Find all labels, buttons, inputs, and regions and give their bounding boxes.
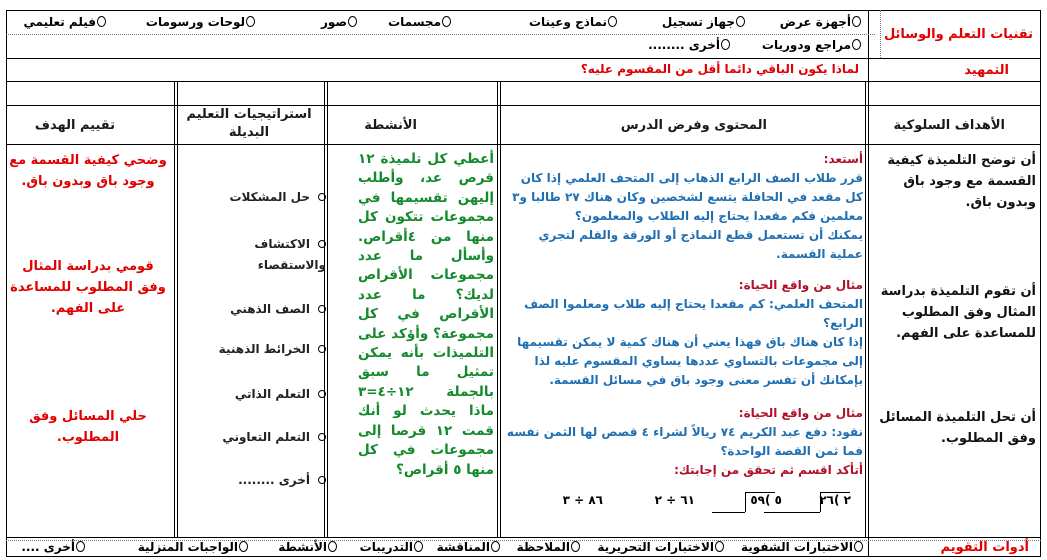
radio-icon bbox=[97, 16, 106, 27]
exercise-4: ٨٦ ÷ ٣ bbox=[562, 493, 603, 507]
exercise-2: ٥ )٥٩ bbox=[750, 493, 782, 507]
exercise-3: ٦١ ÷ ٢ bbox=[654, 493, 695, 507]
exercise-1: ٢ )٢٦ bbox=[819, 493, 851, 507]
frame-top bbox=[6, 10, 1041, 11]
option-models[interactable]: نماذج وعينات bbox=[529, 15, 617, 29]
eval-option[interactable]: الاختبارات الشفوية bbox=[741, 540, 863, 554]
eval-option[interactable]: الواجبات المنزلية bbox=[138, 540, 248, 554]
col-header-objectives: الأهداف السلوكية bbox=[893, 118, 1005, 133]
radio-icon bbox=[318, 390, 326, 398]
option-solids[interactable]: مجسمات bbox=[388, 15, 451, 29]
radio-icon bbox=[736, 16, 745, 27]
option-references[interactable]: مراجع ودوريات bbox=[762, 38, 861, 52]
objective-1: أن توضح التلميذة كيفية القسمة مع وجود باق وبدون باق. bbox=[887, 153, 1036, 210]
radio-icon bbox=[854, 541, 863, 552]
check-label: أتأكد اقسم ثم تحقق من إجابتك: bbox=[674, 463, 863, 477]
frame-bottom bbox=[6, 556, 1041, 557]
radio-icon bbox=[491, 541, 500, 552]
row-divider bbox=[6, 537, 1041, 538]
division-bracket bbox=[712, 512, 745, 513]
col-divider bbox=[868, 10, 869, 82]
footer-label: أدوات التقويم bbox=[940, 540, 1029, 555]
example2-text: نقود: دفع عبد الكريم ٧٤ ريالاً لشراء ٤ قصص لها الثمن نفسه فما ثمن القصة الواحدة؟ bbox=[506, 425, 863, 458]
col-divider bbox=[868, 81, 869, 537]
radio-icon bbox=[852, 39, 861, 50]
radio-icon bbox=[318, 476, 326, 484]
intro-label: التمهيد bbox=[964, 63, 1009, 78]
strategy-item[interactable]: التعلم الذاتي bbox=[235, 387, 326, 401]
radio-icon bbox=[76, 541, 85, 552]
col-divider bbox=[865, 81, 866, 537]
strategy-item[interactable]: حل المشكلات bbox=[229, 190, 326, 204]
option-projectors[interactable]: أجهزة عرض bbox=[780, 15, 861, 29]
prepare-label: أستعد: bbox=[823, 152, 863, 166]
objective-3: أن تحل التلميذة المسائل وفق المطلوب. bbox=[879, 410, 1036, 446]
row-divider bbox=[6, 144, 1041, 145]
radio-icon bbox=[852, 16, 861, 27]
prepare-tools: يمكنك أن تستعمل قطع النماذج أو الورقة والقلم لتجري عملية القسمة. bbox=[538, 228, 863, 261]
assessment-3: حلي المسائل وفق المطلوب. bbox=[29, 409, 147, 445]
header-title: تقنيات التعلم والوسائل bbox=[883, 27, 1033, 42]
strategy-item[interactable]: التعلم التعاوني bbox=[222, 430, 326, 444]
radio-icon bbox=[318, 305, 326, 313]
row-divider bbox=[6, 81, 1041, 82]
radio-icon bbox=[571, 541, 580, 552]
frame-left bbox=[6, 10, 7, 556]
objective-2: أن تقوم التلميذة بدراسة المثال وفق المطلوب للمساعدة على الفهم. bbox=[880, 284, 1036, 341]
radio-icon bbox=[318, 345, 326, 353]
radio-icon bbox=[328, 541, 337, 552]
eval-option[interactable]: أخرى .... bbox=[21, 540, 85, 554]
radio-icon bbox=[442, 16, 451, 27]
prepare-text: قرر طلاب الصف الرابع الذهاب إلى المتحف العلمي إذا كان كل مقعد في الحافلة يتسع لشخصين وكان هناك ٢٧ طالبا و٣ معلمين فكم مقعدا يحتاج إليه الطلاب والمعلمون؟ bbox=[512, 171, 863, 223]
intro-question: لماذا يكون الباقي دائما أقل من المقسوم عليه؟ bbox=[580, 62, 859, 76]
row-divider bbox=[6, 105, 1041, 106]
eval-option[interactable]: الأنشطة bbox=[278, 540, 337, 554]
example1-text: إذا كان هناك باق فهذا يعني أن هناك كمية لا يمكن تقسيمها إلى مجموعات بالتساوي عددها يساوي المقسوم عليه لذا بإمكانك أن تفسر معنى وجود باق في مسائل القسمة. bbox=[517, 335, 863, 387]
option-pictures[interactable]: صور bbox=[321, 15, 357, 29]
col-header-strategies: استراتيجيات التعليم البديلة bbox=[186, 107, 312, 140]
example1-label: مثال من واقع الحياة: bbox=[738, 278, 863, 292]
eval-option[interactable]: المناقشة bbox=[437, 540, 500, 554]
division-bracket bbox=[764, 512, 820, 513]
row-divider bbox=[6, 58, 1041, 59]
col-divider bbox=[497, 81, 498, 537]
eval-option[interactable]: التدريبات bbox=[360, 540, 423, 554]
col-divider bbox=[327, 81, 328, 537]
col-header-assessment: تقييم الهدف bbox=[34, 118, 115, 133]
content-example1 bbox=[503, 276, 863, 390]
radio-icon bbox=[721, 39, 730, 50]
strategies-list bbox=[184, 150, 326, 536]
option-other[interactable]: أخرى ........ bbox=[648, 38, 730, 52]
activities-text: أعطي كل تلميذة ١٢ قرص عد، وأطلب إليهن تقسيمها في مجموعات تتكون كل منها من ٤أقراص. وأسأل ما عدد مجموعات الأقراص لديك؟ ما عدد الأقراص في كل مجموعة؟ وأؤكد على التلميذات بأنه يمكن تمثيل ما سبق بالجملة ١٢÷٤=٣ ماذا يحدث لو أنك قمت ١٢ قرصا إلى مجموعات في كل منها ٥ أقراص؟ bbox=[358, 151, 495, 478]
dotted-divider bbox=[880, 10, 881, 58]
col-divider bbox=[500, 81, 501, 537]
radio-icon bbox=[318, 433, 326, 441]
radio-icon bbox=[348, 16, 357, 27]
example2-label: مثال من واقع الحياة: bbox=[738, 406, 863, 420]
strategy-item[interactable]: أخرى ........ bbox=[238, 473, 326, 487]
radio-icon bbox=[608, 16, 617, 27]
eval-option[interactable]: الملاحظة bbox=[517, 540, 580, 554]
option-charts[interactable]: لوحات ورسومات bbox=[146, 15, 255, 29]
eval-option[interactable]: الاختبارات التحريرية bbox=[597, 540, 724, 554]
col-divider bbox=[177, 81, 178, 537]
col-header-content: المحتوى وفرض الدرس bbox=[620, 118, 767, 133]
strategy-item[interactable]: الخرائط الذهنية bbox=[219, 342, 326, 356]
radio-icon bbox=[318, 240, 326, 248]
option-recorder[interactable]: جهاز تسجيل bbox=[662, 15, 745, 29]
assessment-1: وضحي كيفية القسمة مع وجود باق وبدون باق. bbox=[9, 153, 167, 189]
frame-right bbox=[1040, 10, 1041, 556]
content-example2 bbox=[503, 404, 863, 480]
division-bracket bbox=[745, 492, 775, 512]
dotted-divider bbox=[6, 34, 875, 35]
division-bracket bbox=[820, 492, 850, 512]
col-header-activities: الأنشطة bbox=[364, 118, 417, 133]
radio-icon bbox=[246, 16, 255, 27]
option-film[interactable]: فيلم تعليمي bbox=[23, 15, 106, 29]
content-prepare bbox=[503, 150, 863, 264]
assessment-2: قومي بدراسة المثال وفق المطلوب للمساعدة على الفهم. bbox=[10, 259, 166, 316]
strategy-item[interactable]: الصف الذهني bbox=[230, 302, 326, 316]
strategy-item[interactable]: الاكتشاف والاستقصاء bbox=[254, 237, 326, 272]
radio-icon bbox=[239, 541, 248, 552]
example1-question: المتحف العلمي: كم مقعدا يحتاج إليه طلاب ومعلموا الصف الرابع؟ bbox=[524, 297, 863, 330]
radio-icon bbox=[318, 193, 326, 201]
radio-icon bbox=[414, 541, 423, 552]
col-divider bbox=[174, 81, 175, 537]
radio-icon bbox=[715, 541, 724, 552]
